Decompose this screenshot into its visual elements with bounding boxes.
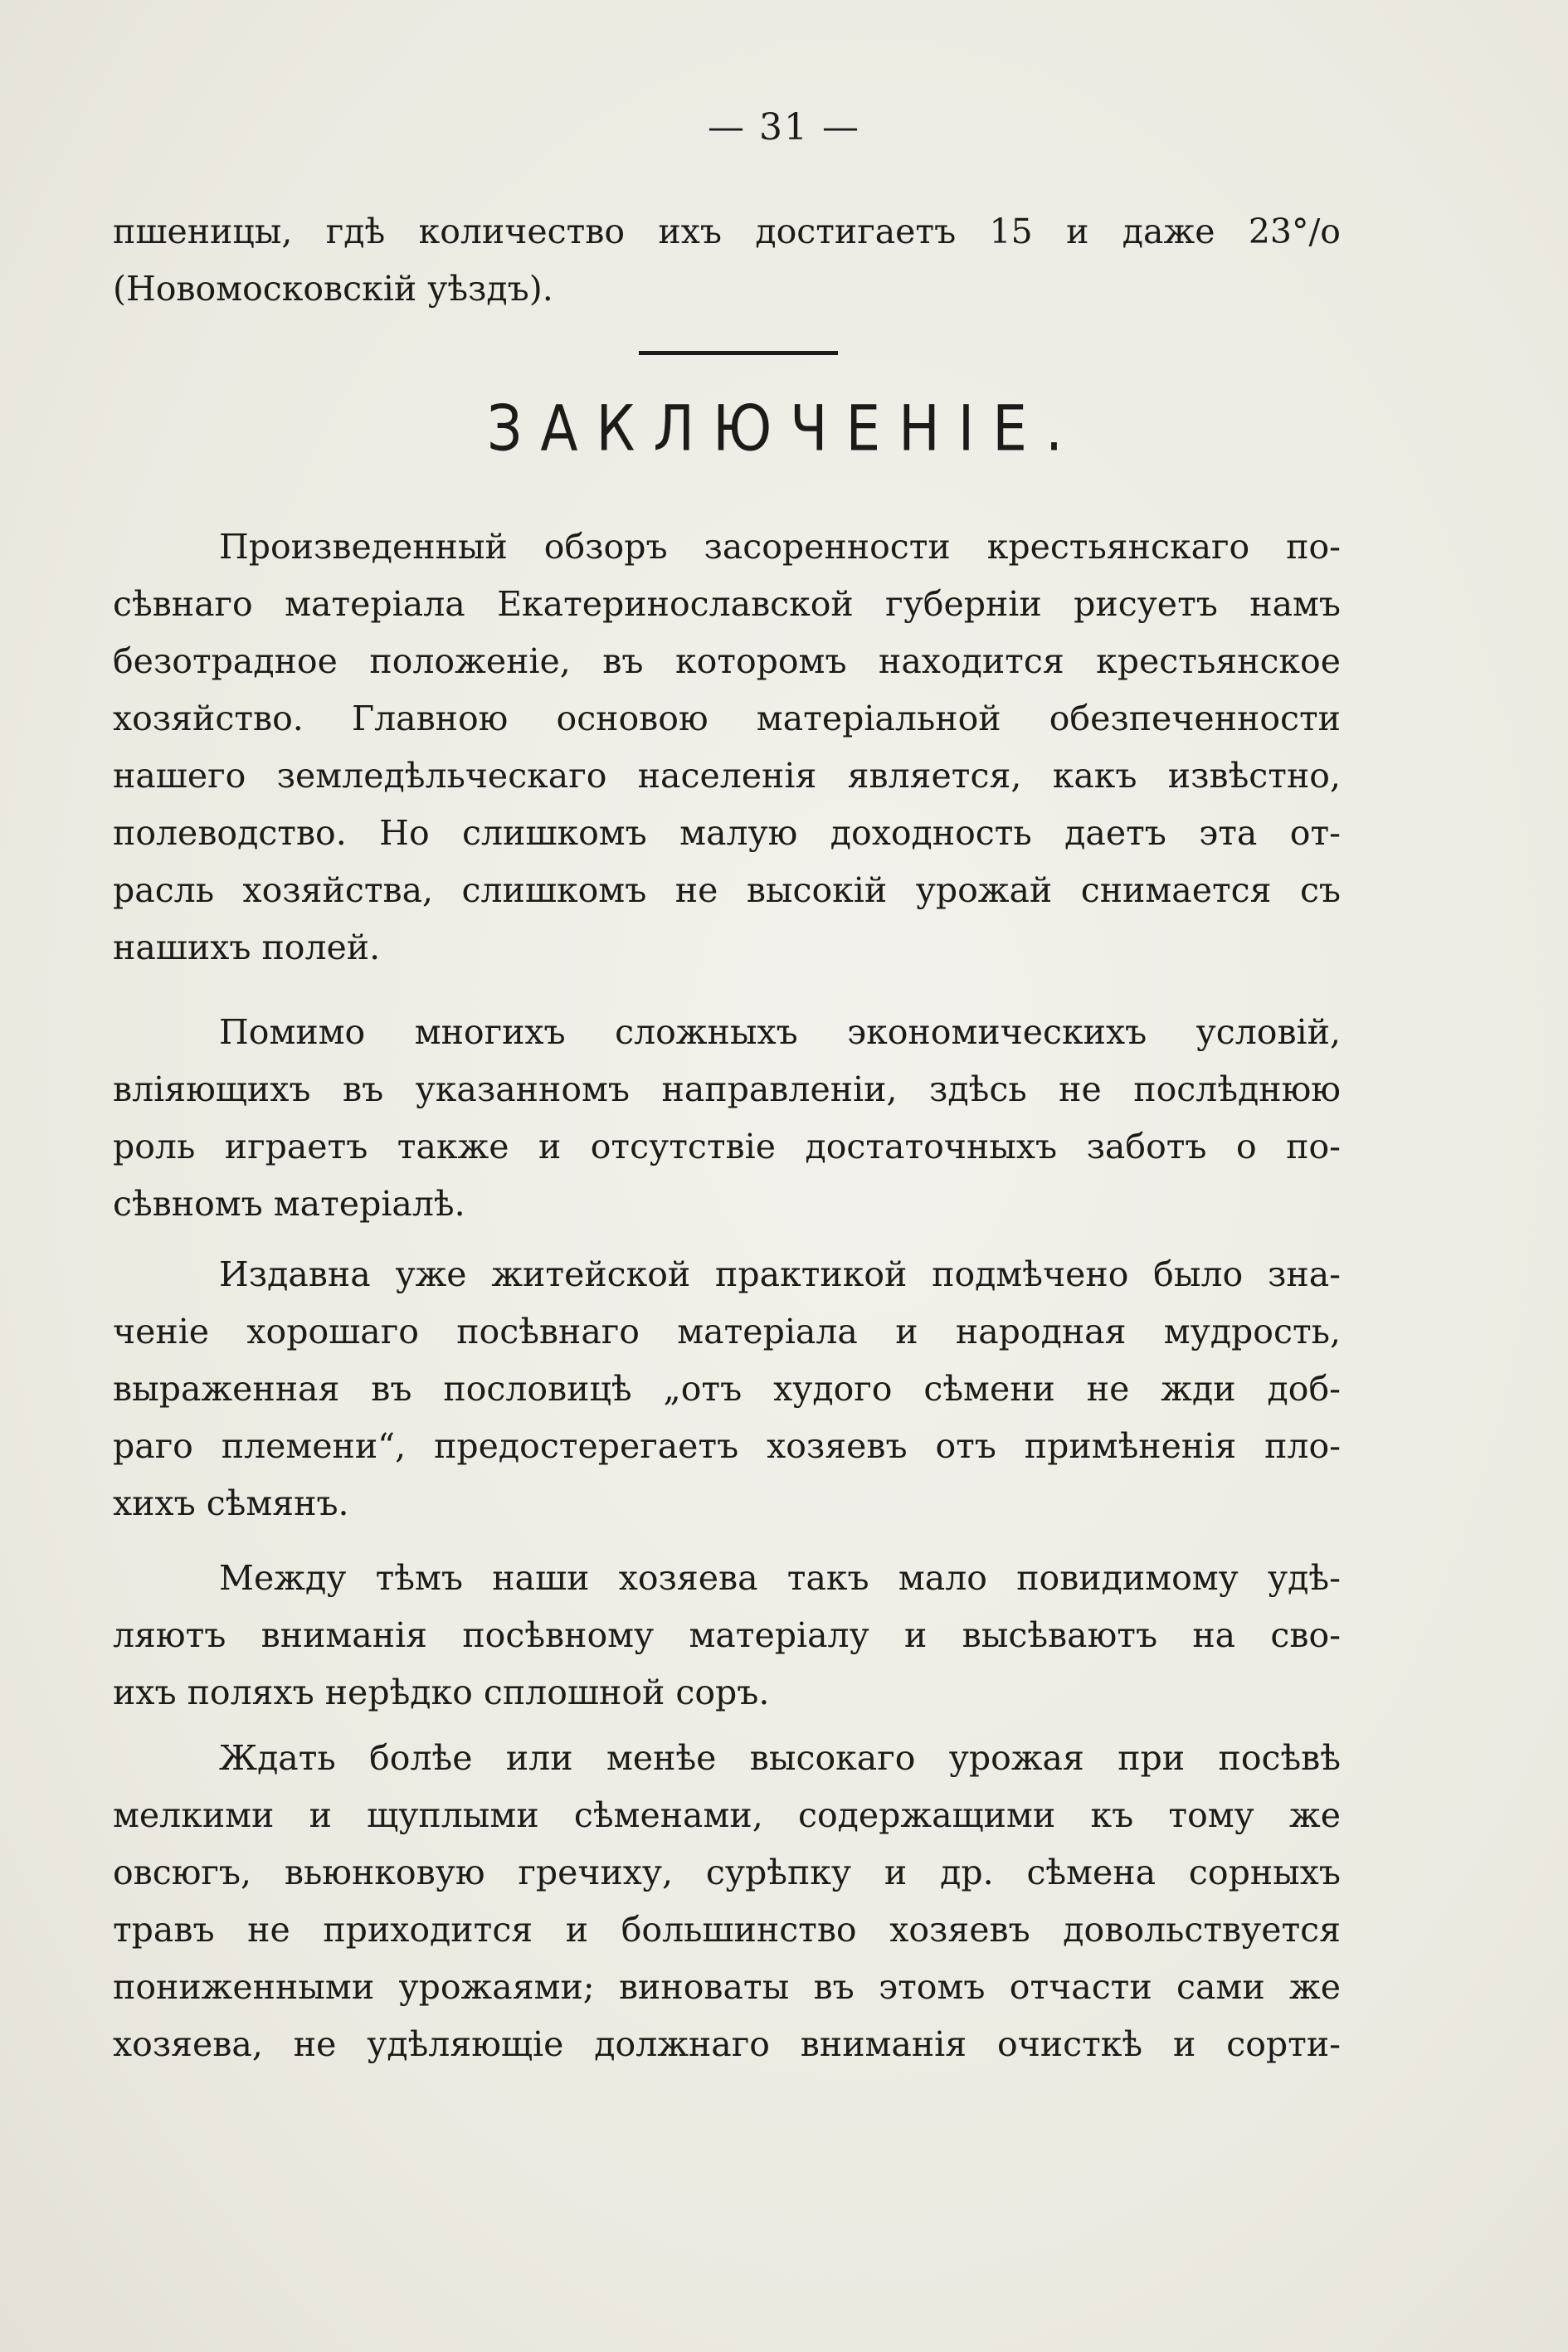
section-heading: ЗАКЛЮЧЕНІЕ. [487, 392, 1081, 465]
text-line: пшеницы, гдѣ количество ихъ достигаетъ 15 и даже 23°/о [113, 212, 1341, 251]
text-line: травъ не приходится и большинство хозяевъ довольствуется [113, 1910, 1341, 1950]
section-divider [639, 351, 838, 355]
text-line: сѣвномъ матеріалѣ. [113, 1184, 465, 1224]
page-number: — 31 — [708, 106, 860, 149]
text-line: овсюгъ, вьюнковую гречиху, сурѣпку и др. сѣмена сорныхъ [113, 1853, 1341, 1892]
text-line: (Новомосковскій уѣздъ). [113, 269, 553, 309]
text-line: полеводство. Но слишкомъ малую доходность даетъ эта от- [113, 813, 1341, 853]
text-line: сѣвнаго матеріала Екатеринославской губерніи рисуетъ намъ [113, 584, 1341, 624]
text-line: вліяющихъ въ указанномъ направленіи, здѣсь не послѣднюю [113, 1069, 1341, 1109]
paragraph-4 [113, 1550, 1341, 1721]
text-line: расль хозяйства, слишкомъ не высокій урожай снимается съ [113, 870, 1341, 910]
paragraph-5 [113, 1730, 1341, 2073]
text-line: нашихъ полей. [113, 928, 381, 967]
text-line: ихъ поляхъ нерѣдко сплошной соръ. [113, 1673, 770, 1712]
text-line: ляютъ вниманія посѣвному матеріалу и высѣваютъ на сво- [113, 1615, 1341, 1655]
text-line: роль играетъ также и отсутствіе достаточныхъ заботъ о по- [113, 1127, 1341, 1166]
paragraph-3 [113, 1246, 1341, 1532]
text-line: Помимо многихъ сложныхъ экономическихъ условій, [219, 1012, 1341, 1052]
text-line: мелкими и щуплыми сѣменами, содержащими къ тому же [113, 1795, 1341, 1835]
text-line: выраженная въ пословицѣ „отъ худого сѣмени не жди доб- [113, 1369, 1341, 1409]
paragraph-1 [113, 519, 1341, 976]
text-line: хихъ сѣмянъ. [113, 1483, 349, 1523]
paragraph-2 [113, 1004, 1341, 1233]
text-line: хозяева, не удѣляющіе должнаго вниманія очисткѣ и сорти- [113, 2024, 1341, 2064]
text-line: Издавна уже житейской практикой подмѣчено было зна- [219, 1254, 1341, 1294]
text-line: Между тѣмъ наши хозяева такъ мало повидимому удѣ- [219, 1558, 1341, 1598]
text-line: раго племени“, предостерегаетъ хозяевъ отъ примѣненія пло- [113, 1426, 1341, 1466]
text-line: ченіе хорошаго посѣвнаго матеріала и народная мудрость, [113, 1312, 1341, 1351]
text-line: Ждать болѣе или менѣе высокаго урожая при посѣвѣ [219, 1738, 1341, 1778]
text-line: пониженными урожаями; виноваты въ этомъ отчасти сами же [113, 1967, 1341, 2007]
intro-block [113, 203, 1341, 318]
text-line: Произведенный обзоръ засоренности крестьянскаго по- [219, 527, 1341, 567]
text-line: хозяйство. Главною основою матеріальной обезпеченности [113, 699, 1341, 738]
text-line: безотрадное положеніе, въ которомъ находится крестьянское [113, 641, 1341, 681]
text-line: нашего земледѣльческаго населенія является, какъ извѣстно, [113, 756, 1341, 796]
